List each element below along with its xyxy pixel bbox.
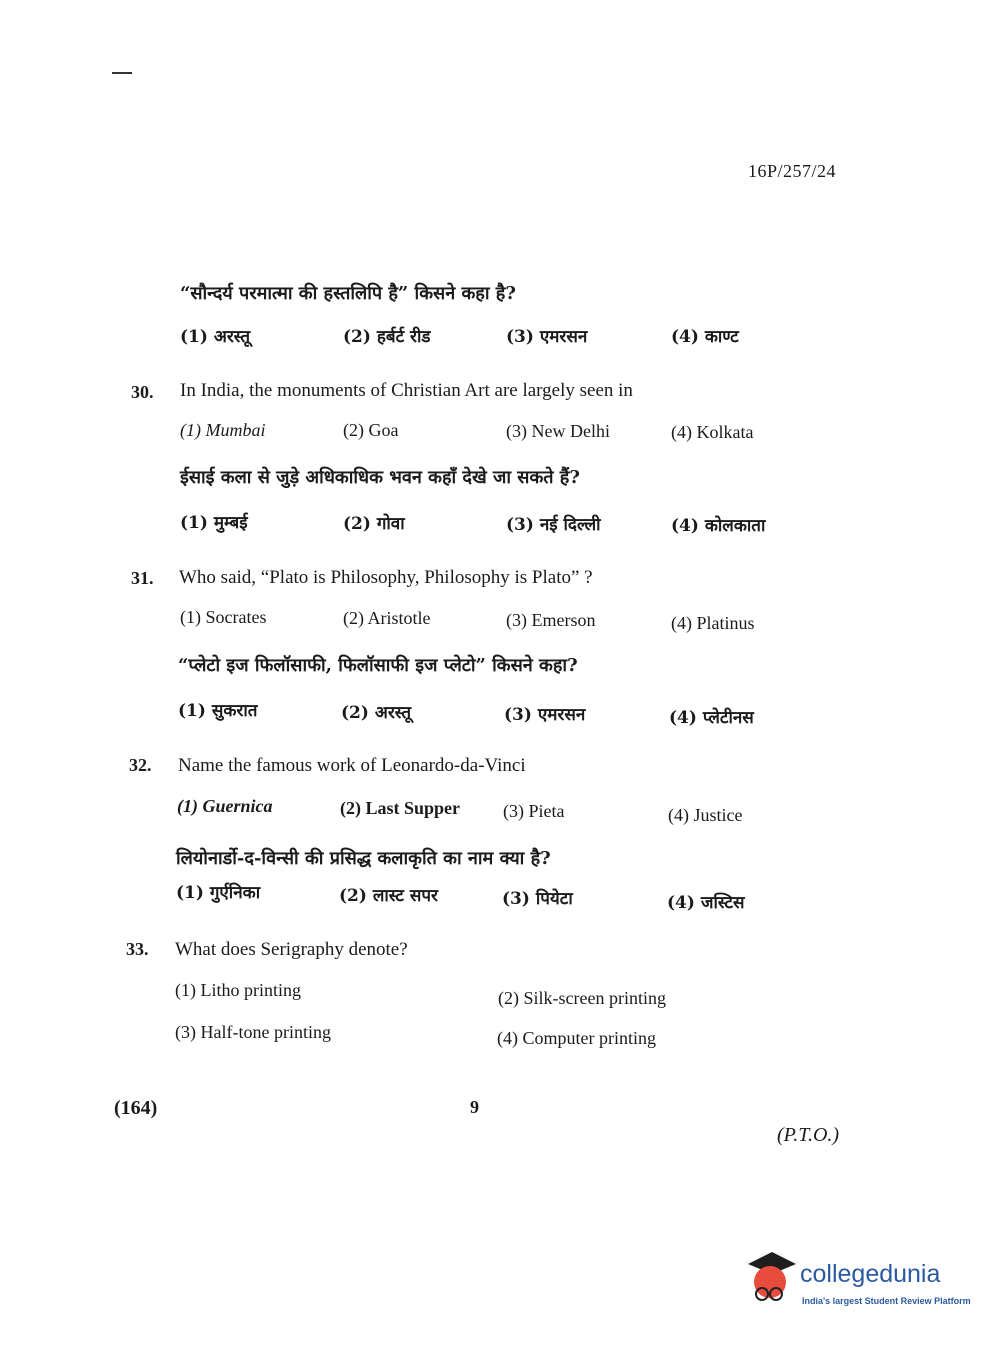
q30-option-3-hindi: (3) नई दिल्ली [506,515,601,535]
q32-option-2-hindi: (2) लास्ट सपर [339,886,438,906]
q32-option-3: (3) Pieta [503,801,565,821]
q30-option-2: (2) Goa [343,420,399,440]
page-footer-code: (164) [114,1097,158,1119]
mascot-icon [742,1250,798,1310]
q31-option-1: (1) Socrates [180,607,267,627]
q33-option-2: (2) Silk-screen printing [498,988,666,1008]
q30-option-2-hindi: (2) गोवा [343,514,405,534]
collegedunia-logo [742,1250,972,1320]
page-number: 9 [470,1097,479,1117]
q32-option-4: (4) Justice [668,805,743,825]
q32-number: 32. [129,755,152,775]
q30-option-4: (4) Kolkata [671,422,754,442]
q31-option-1-hindi: (1) सुकरात [178,701,258,721]
q32-question-hindi: लियोनार्डो-द-विन्सी की प्रसिद्ध कलाकृति का नाम क्या है? [176,848,551,869]
q31-number: 31. [131,568,154,588]
q30-question-hindi: ईसाई कला से जुड़े अधिकाधिक भवन कहाँ देखे जा सकते हैं? [180,467,580,488]
q29-option-2-hindi: (2) हर्बर्ट रीड [343,327,431,347]
q29-question-hindi: “सौन्दर्य परमात्मा की हस्तलिपि है” किसने कहा है? [180,283,516,304]
paper-code: 16P/257/24 [748,161,837,181]
please-turn-over: (P.T.O.) [777,1124,840,1146]
q30-option-3: (3) New Delhi [506,421,610,441]
q33-option-4: (4) Computer printing [497,1028,656,1048]
logo-tagline: India's largest Student Review Platform [802,1296,971,1306]
q30-option-1-hindi: (1) मुम्बई [180,513,248,533]
q33-question: What does Serigraphy denote? [175,939,408,960]
q31-question: Who said, “Plato is Philosophy, Philosophy is Plato” ? [179,567,593,588]
q31-question-hindi: “प्लेटो इज फिलॉसाफी, फिलॉसाफी इज प्लेटो” किसने कहा? [178,655,578,676]
q31-option-2: (2) Aristotle [343,608,431,628]
q33-option-3: (3) Half-tone printing [175,1022,331,1042]
q33-number: 33. [126,939,149,959]
q31-option-4-hindi: (4) प्लेटीनस [669,708,754,728]
q32-option-1-hindi: (1) गुर्एनिका [176,883,261,903]
q33-option-1: (1) Litho printing [175,980,301,1000]
q29-option-4-hindi: (4) काण्ट [671,327,739,347]
q30-option-1: (1) Mumbai [180,420,266,440]
top-dash [112,72,132,74]
q29-option-3-hindi: (3) एमरसन [506,327,588,347]
q30-option-4-hindi: (4) कोलकाता [671,516,766,536]
q32-option-1: (1) Guernica [177,796,273,816]
q31-option-3: (3) Emerson [506,610,596,630]
q31-option-3-hindi: (3) एमरसन [504,705,586,725]
q31-option-4: (4) Platinus [671,613,755,633]
q30-question: In India, the monuments of Christian Art are largely seen in [180,380,633,401]
q32-option-3-hindi: (3) पियेटा [502,889,573,909]
logo-wordmark: collegedunia [800,1260,941,1288]
q30-number: 30. [131,382,154,402]
q32-question: Name the famous work of Leonardo-da-Vinci [178,755,526,776]
q32-option-2: (2) Last Supper [340,798,461,818]
q31-option-2-hindi: (2) अरस्तू [341,703,412,723]
q29-option-1-hindi: (1) अरस्तू [180,327,251,347]
q32-option-4-hindi: (4) जस्टिस [667,893,745,913]
